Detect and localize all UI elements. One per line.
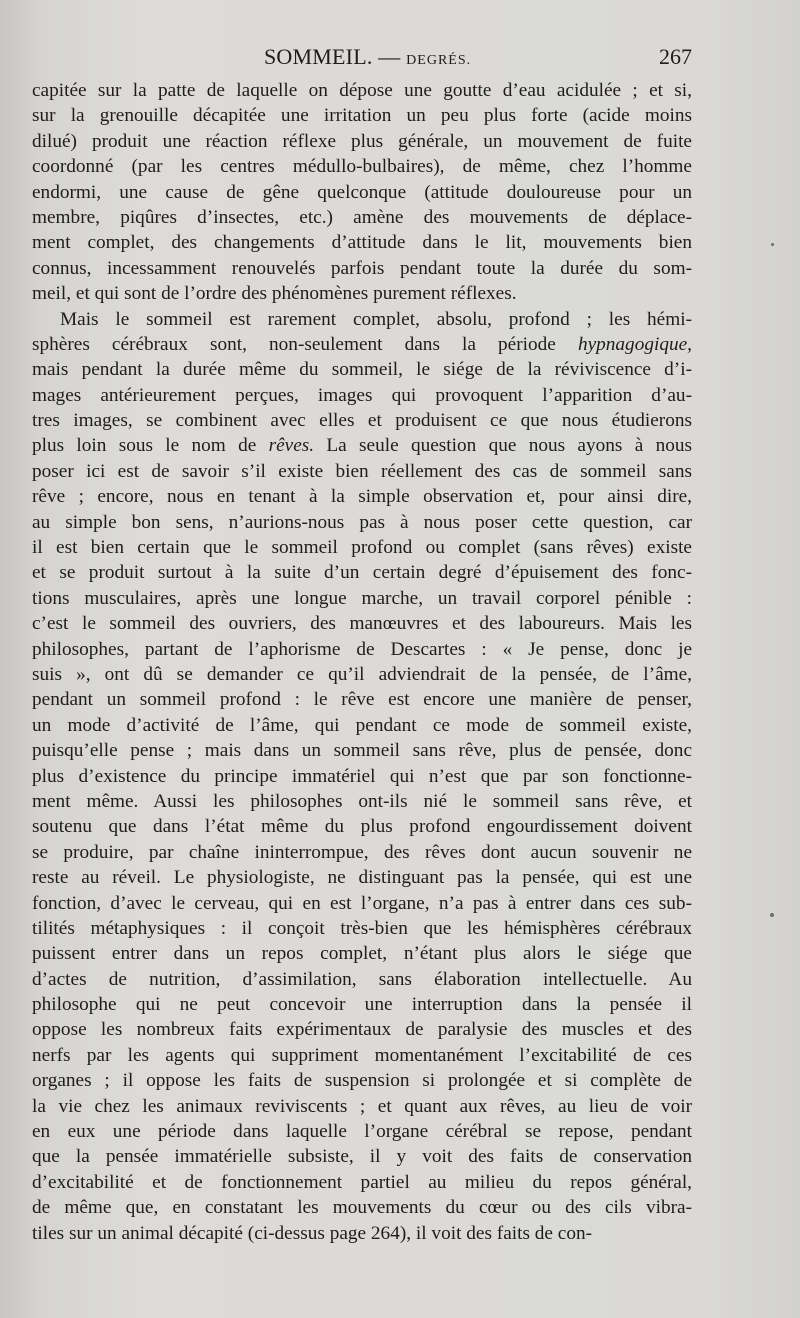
header-subtitle: DEGRÉS.: [406, 53, 472, 68]
italic-term: rêves.: [268, 435, 315, 457]
text-line: endormi, une cause de gêne quelconque (attitude douloureuse pour un: [32, 181, 692, 203]
text-line: tions musculaires, après une longue marche, un travail corporel pénible :: [32, 587, 692, 609]
text-line: puissent entrer dans un repos complet, n’étant plus alors le siége que: [32, 943, 692, 965]
text-line: se produire, par chaîne ininterrompue, des rêves dont aucun souvenir ne: [32, 841, 692, 863]
text-line: de même que, en constatant les mouvements du cœur ou des cils vibra-: [32, 1197, 692, 1219]
text-line: d’actes de nutrition, d’assimilation, sans élaboration intellectuelle. Au: [32, 968, 692, 990]
body-text: [32, 78, 692, 1246]
running-header: [32, 44, 692, 74]
text-line: Mais le sommeil est rarement complet, absolu, profond ; les hémi-: [60, 308, 692, 330]
text-line: plus loin sous le nom de rêves. La seule question que nous ayons à nous: [32, 435, 692, 457]
text-line: plus d’existence du principe immatériel qui n’est que par son fonctionne-: [32, 765, 692, 787]
running-title: [264, 44, 471, 70]
text-line: connus, incessamment renouvelés parfois pendant toute la durée du som-: [32, 257, 692, 279]
text-line: soutenu que dans l’état même du plus profond engourdissement doivent: [32, 816, 692, 838]
text-line: dilué) produit une réaction réflexe plus générale, un mouvement de fuite: [32, 130, 692, 152]
text-line: rêve ; encore, nous en tenant à la simple observation et, pour ainsi dire,: [32, 486, 692, 508]
page-number: 267: [659, 44, 692, 69]
text-line: poser ici est de savoir s’il existe bien réellement des cas de sommeil sans: [32, 460, 692, 482]
text-line: d’excitabilité et de fonctionnement partiel au milieu du repos général,: [32, 1171, 692, 1193]
text-line: coordonné (par les centres médullo-bulbaires), de même, chez l’homme: [32, 156, 692, 178]
text-line: philosophes, partant de l’aphorisme de Descartes : « Je pense, donc je: [32, 638, 692, 660]
italic-term: hypnagogique,: [577, 333, 692, 355]
ink-speck: [770, 913, 774, 917]
text-line: fonction, d’avec le cerveau, qui en est l’organe, n’a pas à entrer dans ces sub-: [32, 892, 692, 914]
text-line: puisqu’elle pense ; mais dans un sommeil sans rêve, plus de pensée, donc: [32, 740, 692, 762]
text-line: tres images, se combinent avec elles et produisent ce que nous étudierons: [32, 410, 692, 432]
text-line: tiles sur un animal décapité (ci-dessus page 264), il voit des faits de con-: [32, 1222, 593, 1244]
text-line: que la pensée immatérielle subsiste, il y voit des faits de conservation: [32, 1146, 692, 1168]
text-line: pendant un sommeil profond : le rêve est encore une manière de penser,: [32, 689, 692, 711]
text-line: en eux une période dans laquelle l’organe cérébral se repose, pendant: [32, 1121, 692, 1143]
text-line: un mode d’activité de l’âme, qui pendant ce mode de sommeil existe,: [32, 714, 692, 736]
text-line: ment complet, des changements d’attitude dans le lit, mouvements bien: [32, 232, 692, 254]
text-line: sur la grenouille décapitée une irritation un peu plus forte (acide moins: [32, 105, 692, 127]
text-line: et se produit surtout à la suite d’un certain degré d’épuisement des fonc-: [32, 562, 692, 584]
text-line: ment même. Aussi les philosophes ont-ils nié le sommeil sans rêve, et: [32, 790, 692, 812]
text-line: meil, et qui sont de l’ordre des phénomènes purement réflexes.: [32, 283, 517, 305]
text-line: suis », ont dû se demander ce qu’il adviendrait de la pensée, de l’âme,: [32, 663, 692, 685]
text-line: c’est le sommeil des ouvriers, des manœuvres et des laboureurs. Mais les: [32, 613, 692, 635]
text-line: il est bien certain que le sommeil profond ou complet (sans rêves) existe: [32, 537, 692, 559]
text-line: membre, piqûres d’insectes, etc.) amène des mouvements de déplace-: [32, 206, 692, 228]
text-line: la vie chez les animaux reviviscents ; et quant aux rêves, au lieu de voir: [32, 1095, 692, 1117]
text-line: nerfs par les agents qui suppriment momentanément l’excitabilité de ces: [32, 1044, 692, 1066]
text-line: mages antérieurement perçues, images qui provoquent l’apparition d’au-: [32, 384, 692, 406]
header-separator: —: [378, 44, 401, 69]
text-line: sphères cérébraux sont, non-seulement dans la période hypnagogique,: [32, 333, 692, 355]
text-line: tilités métaphysiques : il conçoit très-bien que les hémisphères cérébraux: [32, 917, 692, 939]
text-line: capitée sur la patte de laquelle on dépose une goutte d’eau acidulée ; et si,: [32, 80, 692, 101]
header-title: SOMMEIL.: [264, 44, 373, 69]
text-line: au simple bon sens, n’aurions-nous pas à nous poser cette question, car: [32, 511, 692, 533]
text-line: oppose les nombreux faits expérimentaux de paralysie des muscles et des: [32, 1019, 692, 1041]
text-line: organes ; il oppose les faits de suspension si prolongée et si complète de: [32, 1070, 692, 1092]
ink-speck: [771, 243, 774, 246]
text-line: philosophe qui ne peut concevoir une interruption dans la pensée il: [32, 994, 692, 1016]
text-line: mais pendant la durée même du sommeil, le siége de la réviviscence d’i-: [32, 359, 692, 381]
text-line: reste au réveil. Le physiologiste, ne distinguant pas la pensée, qui est une: [32, 867, 692, 889]
